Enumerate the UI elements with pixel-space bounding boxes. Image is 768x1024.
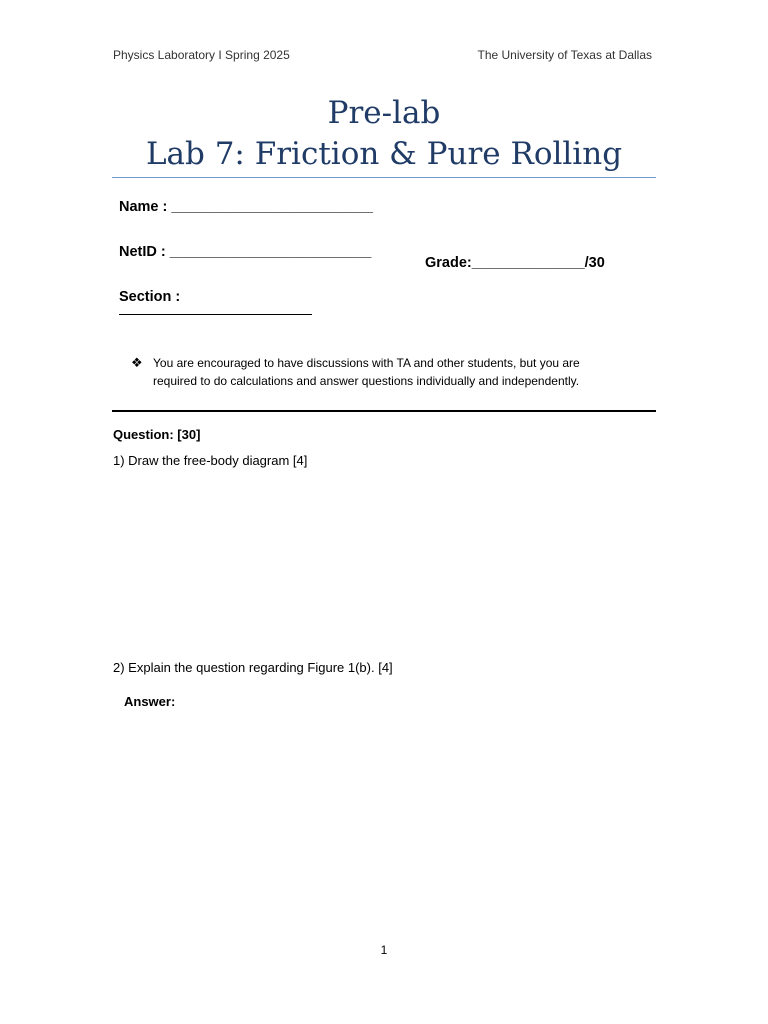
header-course: Physics Laboratory I Spring 2025 [113, 48, 290, 62]
netid-field: NetID : _________________________ [119, 244, 372, 260]
questions-heading: Question: [30] [113, 427, 201, 442]
document-title-prelab: Pre-lab [327, 95, 441, 131]
document-title-lab: Lab 7: Friction & Pure Rolling [145, 136, 623, 172]
header-university: The University of Texas at Dallas [477, 48, 652, 62]
section-divider [112, 410, 656, 412]
section-field-blank [119, 314, 312, 315]
name-field: Name : _________________________ [119, 199, 373, 215]
diamond-bullet-icon: ❖ [131, 355, 143, 370]
question-1: 1) Draw the free-body diagram [4] [113, 453, 308, 468]
title-underline [112, 177, 656, 178]
question-2: 2) Explain the question regarding Figure 1(b). [4] [113, 660, 393, 675]
instruction-note [153, 355, 580, 390]
grade-field: Grade:______________/30 [425, 255, 605, 271]
answer-label: Answer: [124, 694, 176, 709]
instruction-line-1: You are encouraged to have discussions with TA and other students, but you are [153, 356, 580, 370]
page-number: 1 [380, 943, 388, 957]
instruction-line-2: required to do calculations and answer questions individually and independently. [153, 373, 580, 388]
section-field-label: Section : [119, 289, 181, 305]
